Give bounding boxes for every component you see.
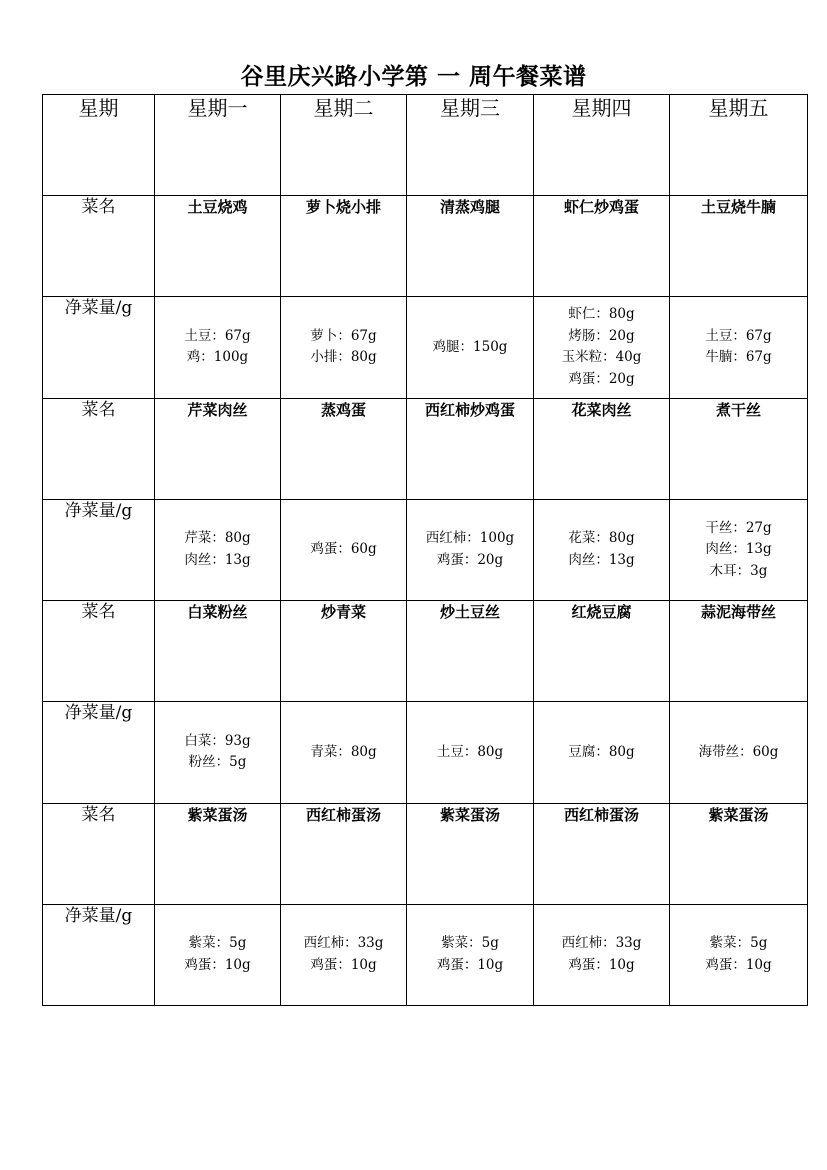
dish-name-cell: 土豆烧鸡 <box>155 196 281 297</box>
ingredient-item: 白菜：93g <box>184 732 251 749</box>
ingredient-item: 鸡：100g <box>186 349 249 366</box>
ingredient-item: 肉丝：13g <box>184 551 251 568</box>
dish-name-cell: 花菜肉丝 <box>534 398 670 499</box>
header-day-cell: 星期一 <box>155 95 281 196</box>
header-label-cell: 星期 <box>43 95 155 196</box>
quantity-cell <box>407 702 534 803</box>
dish-name-cell: 虾仁炒鸡蛋 <box>534 196 670 297</box>
quantity-label-cell: 净菜量/g <box>43 499 155 600</box>
dish-name-cell: 西红柿蛋汤 <box>534 803 670 904</box>
quantity-cell <box>670 499 808 600</box>
quantity-label-cell: 净菜量/g <box>43 904 155 1005</box>
ingredient-list <box>155 500 280 600</box>
ingredient-item: 鸡蛋：10g <box>436 956 504 973</box>
dish-row <box>43 601 808 702</box>
ingredient-item: 木耳：3g <box>709 562 768 579</box>
dish-name-cell: 土豆烧牛腩 <box>670 196 808 297</box>
quantity-cell <box>281 904 407 1005</box>
ingredient-list <box>281 905 406 1005</box>
quantity-cell <box>407 499 534 600</box>
quantity-cell <box>155 904 281 1005</box>
ingredient-item: 西红柿：33g <box>561 935 642 952</box>
header-day-cell: 星期五 <box>670 95 808 196</box>
quantity-cell <box>155 499 281 600</box>
header-day-cell: 星期三 <box>407 95 534 196</box>
dish-name-cell: 紫菜蛋汤 <box>670 803 808 904</box>
ingredient-list <box>155 905 280 1005</box>
dish-name-cell: 煮干丝 <box>670 398 808 499</box>
dish-row <box>43 803 808 904</box>
quantity-cell <box>670 904 808 1005</box>
quantity-cell <box>534 904 670 1005</box>
dish-name-cell: 紫菜蛋汤 <box>407 803 534 904</box>
dish-name-cell: 红烧豆腐 <box>534 601 670 702</box>
ingredient-list <box>407 500 533 600</box>
ingredient-list <box>155 702 280 802</box>
dish-row <box>43 398 808 499</box>
header-day-cell: 星期四 <box>534 95 670 196</box>
dish-name-cell: 萝卜烧小排 <box>281 196 407 297</box>
ingredient-list <box>670 500 807 600</box>
ingredient-item: 肉丝：13g <box>705 541 772 558</box>
ingredient-item: 牛腩：67g <box>705 349 772 366</box>
menu-table <box>42 94 808 1006</box>
menu-body <box>43 95 808 1006</box>
quantity-cell <box>281 297 407 398</box>
quantity-cell <box>534 297 670 398</box>
ingredient-item: 花菜：80g <box>568 530 635 547</box>
quantity-cell <box>155 702 281 803</box>
dish-name-cell: 西红柿炒鸡蛋 <box>407 398 534 499</box>
dish-name-cell: 炒土豆丝 <box>407 601 534 702</box>
dish-name-cell: 蒜泥海带丝 <box>670 601 808 702</box>
ingredient-list <box>407 702 533 802</box>
ingredient-item: 紫菜：5g <box>188 935 247 952</box>
ingredient-list <box>281 702 406 802</box>
ingredient-list <box>534 500 669 600</box>
quantity-cell <box>534 702 670 803</box>
dish-label-cell: 菜名 <box>43 601 155 702</box>
ingredient-list <box>670 297 807 397</box>
dish-label-cell: 菜名 <box>43 803 155 904</box>
ingredient-item: 鸡腿：150g <box>432 338 508 355</box>
ingredient-list <box>534 702 669 802</box>
ingredient-item: 肉丝：13g <box>568 551 635 568</box>
ingredient-item: 小排：80g <box>310 349 377 366</box>
ingredient-list <box>534 905 669 1005</box>
dish-label-cell: 菜名 <box>43 398 155 499</box>
ingredient-item: 海带丝：60g <box>698 743 779 760</box>
quantity-cell <box>281 499 407 600</box>
quantity-cell <box>407 297 534 398</box>
header-row <box>43 95 808 196</box>
dish-name-cell: 芹菜肉丝 <box>155 398 281 499</box>
ingredient-list <box>670 905 807 1005</box>
quantity-cell <box>670 702 808 803</box>
ingredient-item: 土豆：80g <box>436 743 504 760</box>
quantity-label-cell: 净菜量/g <box>43 297 155 398</box>
ingredient-item: 青菜：80g <box>310 743 377 760</box>
quantity-cell <box>534 499 670 600</box>
ingredient-item: 土豆：67g <box>705 327 772 344</box>
ingredient-item: 紫菜：5g <box>441 935 499 952</box>
quantity-cell <box>281 702 407 803</box>
ingredient-list <box>534 297 669 397</box>
ingredient-item: 鸡蛋：20g <box>436 551 504 568</box>
header-day-cell: 星期二 <box>281 95 407 196</box>
ingredient-item: 烤肠：20g <box>568 327 635 344</box>
dish-name-cell: 白菜粉丝 <box>155 601 281 702</box>
dish-row <box>43 196 808 297</box>
ingredient-item: 豆腐：80g <box>568 743 635 760</box>
ingredient-item: 萝卜：67g <box>310 327 377 344</box>
ingredient-list <box>407 905 533 1005</box>
ingredient-item: 西红柿：33g <box>303 935 384 952</box>
dish-name-cell: 炒青菜 <box>281 601 407 702</box>
ingredient-item: 粉丝：5g <box>188 754 247 771</box>
ingredient-list <box>155 297 280 397</box>
dish-name-cell: 西红柿蛋汤 <box>281 803 407 904</box>
quantity-cell <box>407 904 534 1005</box>
ingredient-item: 鸡蛋：10g <box>705 956 772 973</box>
ingredient-item: 芹菜：80g <box>184 530 251 547</box>
ingredient-list <box>670 702 807 802</box>
ingredient-item: 虾仁：80g <box>568 306 635 323</box>
quantity-cell <box>670 297 808 398</box>
ingredient-item: 土豆：67g <box>184 327 251 344</box>
dish-name-cell: 蒸鸡蛋 <box>281 398 407 499</box>
ingredient-item: 鸡蛋：60g <box>310 541 377 558</box>
ingredient-list <box>407 297 533 397</box>
quantity-row <box>43 904 808 1005</box>
dish-label-cell: 菜名 <box>43 196 155 297</box>
ingredient-item: 鸡蛋：20g <box>568 370 635 387</box>
dish-name-cell: 紫菜蛋汤 <box>155 803 281 904</box>
ingredient-item: 西红柿：100g <box>425 530 515 547</box>
dish-name-cell: 清蒸鸡腿 <box>407 196 534 297</box>
quantity-row <box>43 702 808 803</box>
quantity-row <box>43 297 808 398</box>
ingredient-item: 鸡蛋：10g <box>310 956 377 973</box>
quantity-label-cell: 净菜量/g <box>43 702 155 803</box>
quantity-cell <box>155 297 281 398</box>
ingredient-item: 玉米粒：40g <box>561 349 642 366</box>
ingredient-list <box>281 500 406 600</box>
ingredient-item: 鸡蛋：10g <box>568 956 635 973</box>
ingredient-item: 紫菜：5g <box>709 935 768 952</box>
ingredient-item: 干丝：27g <box>705 519 772 536</box>
quantity-row <box>43 499 808 600</box>
ingredient-item: 鸡蛋：10g <box>184 956 251 973</box>
ingredient-list <box>281 297 406 397</box>
page-title: 谷里庆兴路小学第 一 周午餐菜谱 <box>240 63 587 90</box>
